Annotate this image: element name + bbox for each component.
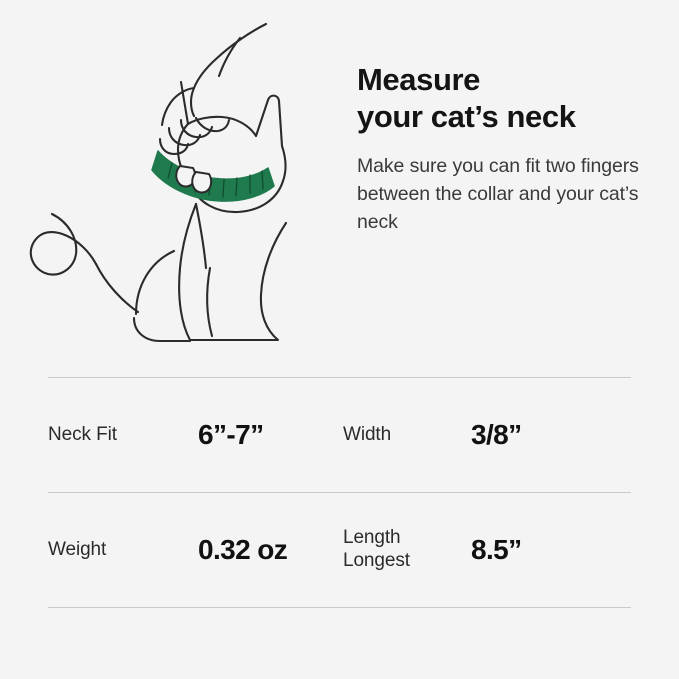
table-divider-bottom xyxy=(48,607,631,608)
headline-line-2: your cat’s neck xyxy=(357,98,576,134)
table-row xyxy=(48,378,631,492)
length-label-line-1: Length xyxy=(343,527,401,549)
weight-label: Weight xyxy=(48,538,107,560)
width-value-cell xyxy=(471,419,621,451)
length-value: 8.5” xyxy=(471,534,522,565)
cat-with-measuring-collar-illustration xyxy=(10,18,340,358)
page-title xyxy=(357,62,657,135)
headline-line-1: Measure xyxy=(357,62,480,97)
neck-fit-label: Neck Fit xyxy=(48,423,117,445)
neck-fit-value-cell xyxy=(198,419,343,451)
table-row xyxy=(48,493,631,607)
weight-value-cell xyxy=(198,534,343,566)
instruction-copy xyxy=(357,62,657,236)
weight-value: 0.32 oz xyxy=(198,534,288,565)
spec-table xyxy=(48,377,631,608)
length-label-cell xyxy=(343,527,471,573)
neck-fit-label-cell xyxy=(48,424,198,446)
width-label-cell xyxy=(343,424,471,446)
neck-fit-value: 6”-7” xyxy=(198,419,264,450)
width-value: 3/8” xyxy=(471,419,522,450)
length-value-cell xyxy=(471,534,621,566)
weight-label-cell xyxy=(48,539,198,561)
width-label: Width xyxy=(343,423,392,445)
length-label-line-2: Longest xyxy=(343,550,410,571)
instruction-description: Make sure you can fit two fingers between the collar and your cat’s neck xyxy=(357,155,639,233)
length-label xyxy=(343,527,410,573)
